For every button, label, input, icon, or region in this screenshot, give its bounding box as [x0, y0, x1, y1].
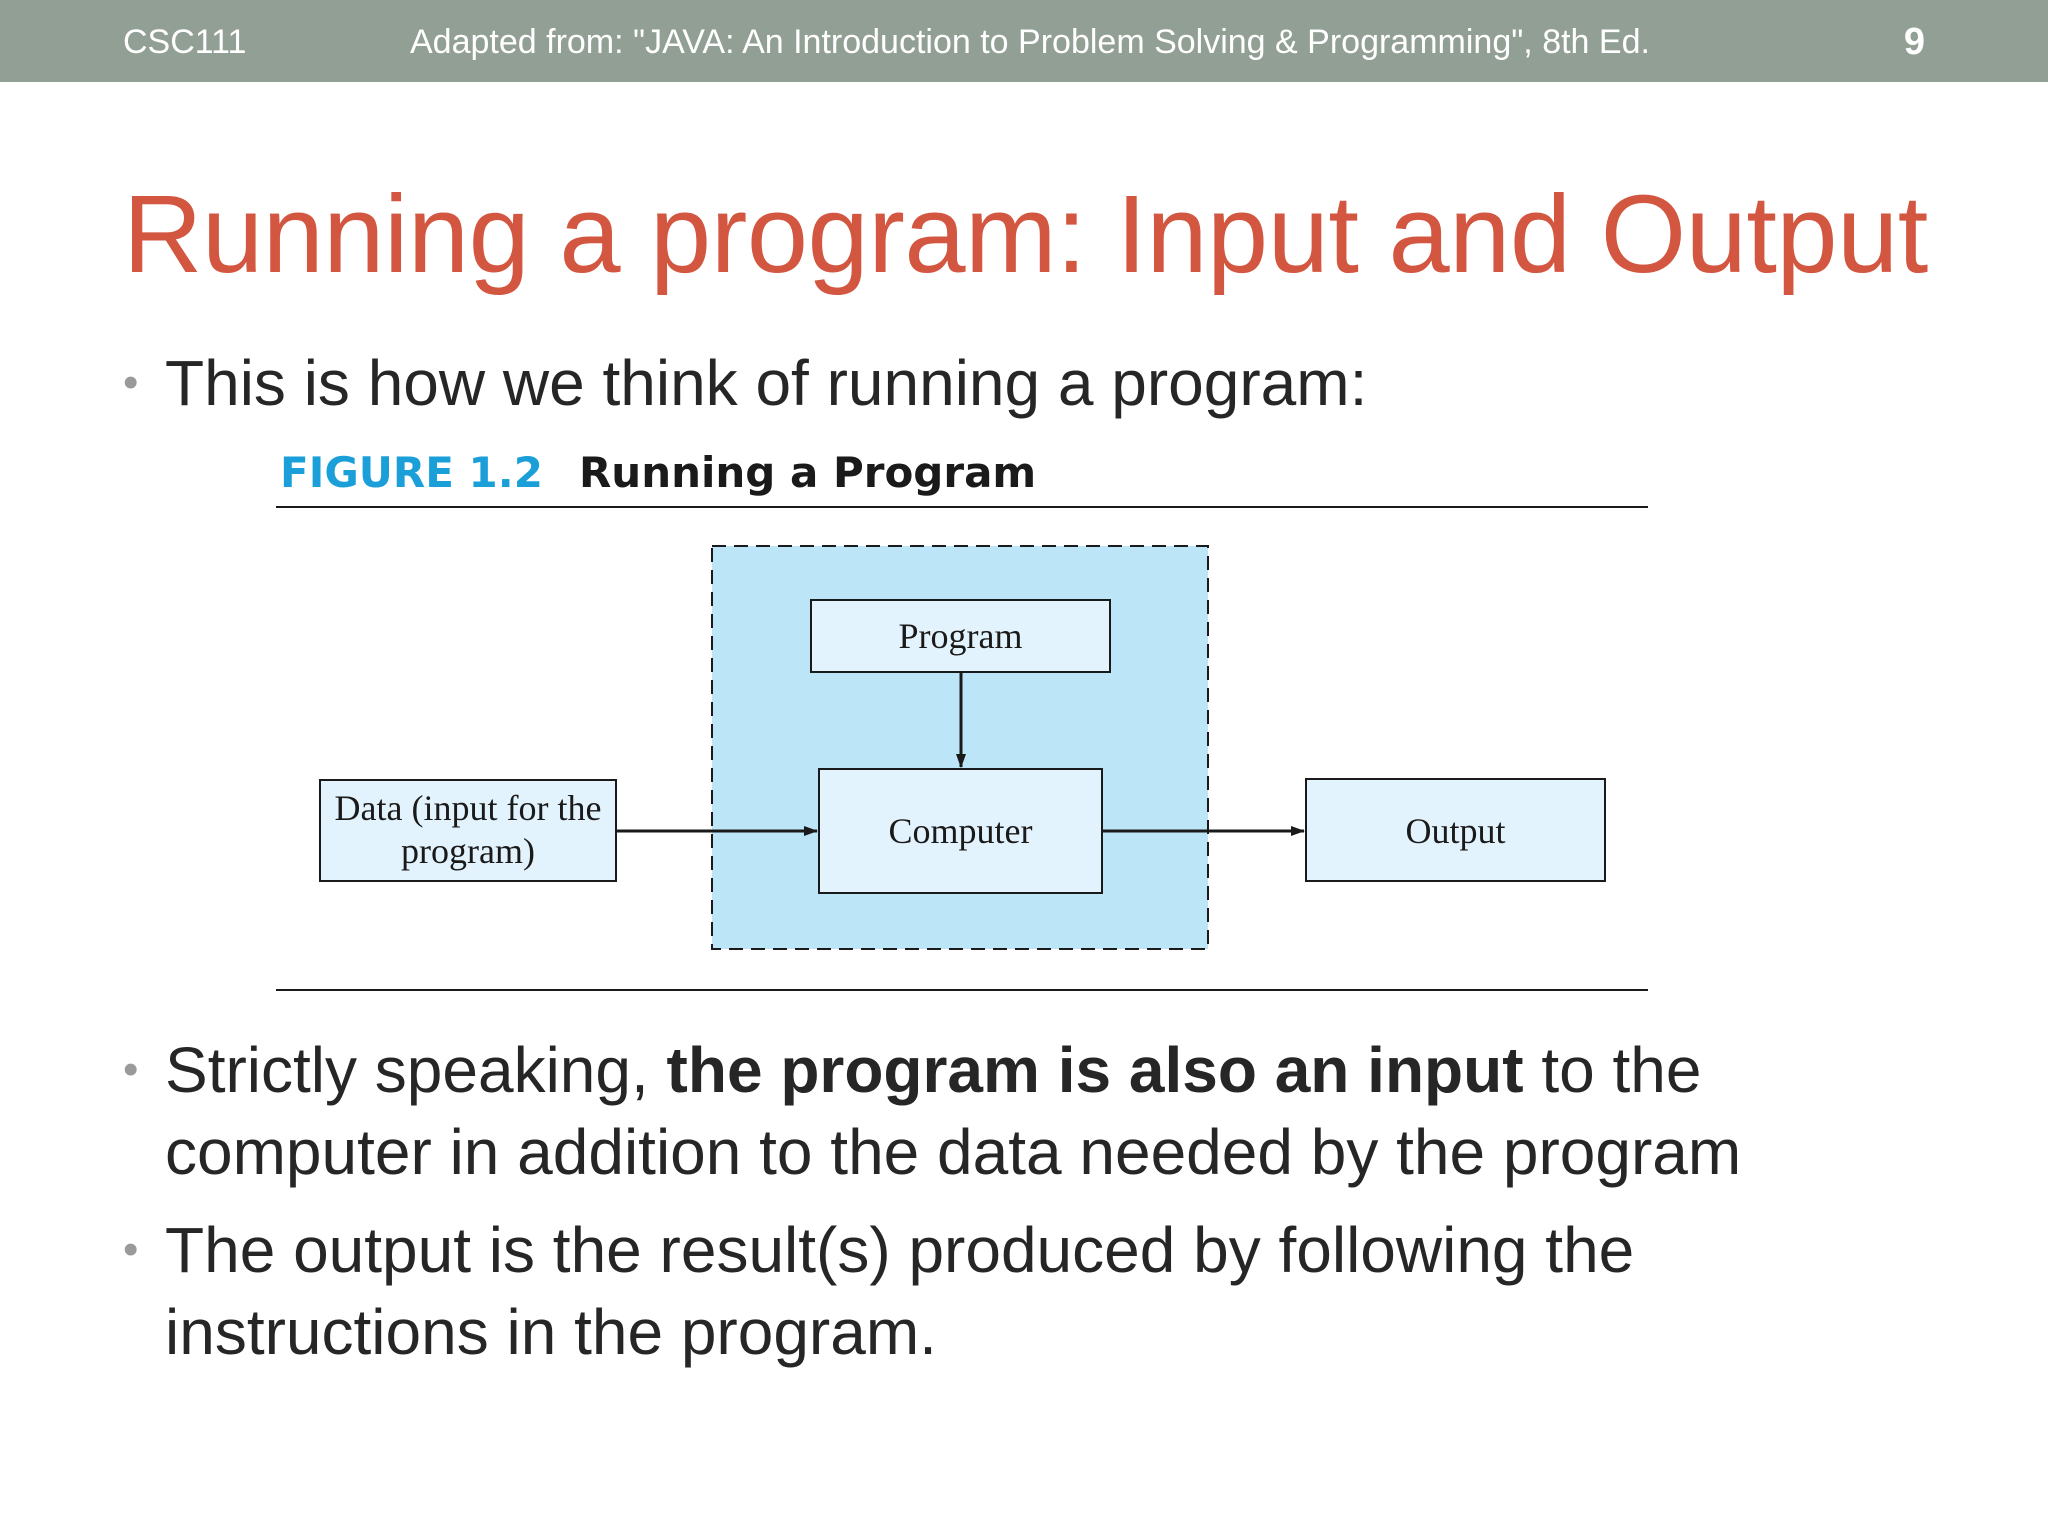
bullet-dot-icon: •: [123, 1045, 139, 1094]
course-code: CSC111: [123, 23, 247, 61]
data-box-label-line2: program): [401, 831, 535, 871]
bullet-output-definition: [123, 1209, 1943, 1373]
data-box-label-line1: Data (input for the: [334, 788, 602, 828]
bullet-program-input-text: [165, 1029, 1943, 1193]
bullet-program-input-bold: the program is also an input: [666, 1034, 1524, 1106]
bullet-dot-icon: •: [123, 358, 139, 407]
slide-number: 9: [1903, 21, 1925, 63]
figure-label: FIGURE 1.2: [280, 448, 543, 497]
bullet-dot-icon: •: [123, 1225, 139, 1274]
figure-name: Running a Program: [578, 448, 1037, 497]
bullet-program-input: [123, 1029, 1943, 1193]
attribution-text: Adapted from: "JAVA: An Introduction to Problem Solving & Programming", 8th Ed.: [410, 23, 1650, 61]
computer-box-label: Computer: [888, 811, 1033, 851]
bullet-output-definition-text: The output is the result(s) produced by following the instructions in the program.: [165, 1214, 1635, 1368]
slide-title: Running a program: Input and Output: [123, 173, 1928, 296]
output-box-label: Output: [1405, 811, 1506, 851]
bullet-program-input-post: to the computer in addition to the data needed by the program: [165, 1034, 1742, 1188]
program-box-label: Program: [898, 616, 1023, 656]
bullet-program-input-pre: Strictly speaking,: [165, 1034, 667, 1106]
bullet-intro-text: This is how we think of running a program:: [165, 347, 1368, 419]
